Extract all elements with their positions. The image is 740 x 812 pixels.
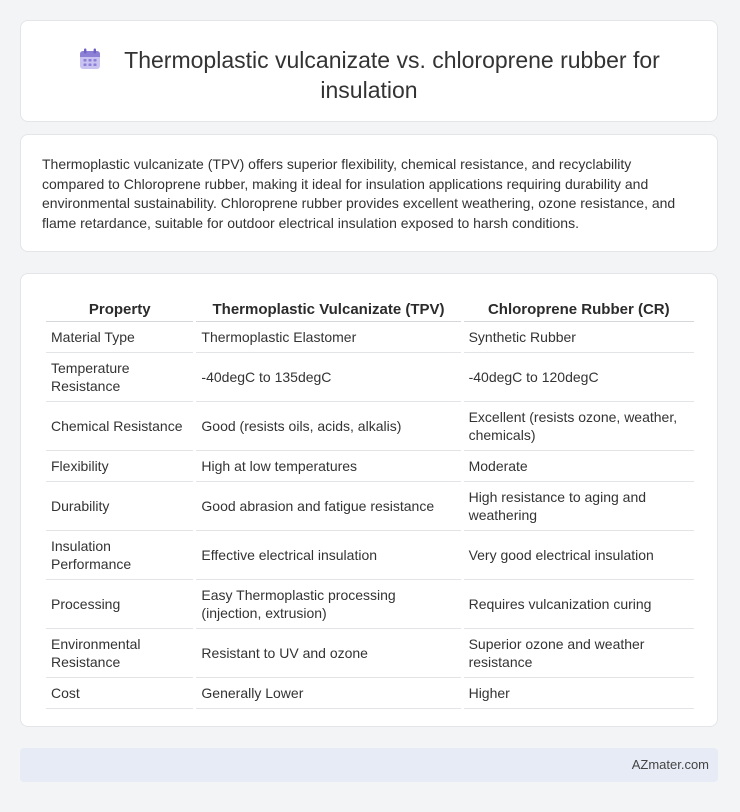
summary-text: Thermoplastic vulcanizate (TPV) offers superior flexibility, chemical resistance, and recyclability compared to Chloroprene rubber, making it ideal for insulation applications requiring durability and environmental sustainability. Chloroprene rubber provides excellent weathering, ozone resistance, and flame retardance, suitable for outdoor electrical insulation exposed to harsh conditions.	[42, 156, 676, 231]
tpv-cell: Generally Lower	[196, 678, 460, 709]
property-cell: Durability	[46, 482, 193, 531]
tpv-cell: Resistant to UV and ozone	[196, 629, 460, 678]
property-cell: Cost	[46, 678, 193, 709]
table-row	[46, 322, 694, 353]
tpv-cell: -40degC to 135degC	[196, 353, 460, 402]
property-cell: Insulation Performance	[46, 531, 193, 580]
cr-cell: Excellent (resists ozone, weather, chemicals)	[464, 402, 694, 451]
tpv-cell: High at low temperatures	[196, 451, 460, 482]
property-cell: Chemical Resistance	[46, 402, 193, 451]
comparison-table-card	[20, 273, 718, 727]
page-title: Thermoplastic vulcanizate vs. chloroprene rubber for insulation	[124, 47, 660, 103]
tpv-cell: Effective electrical insulation	[196, 531, 460, 580]
table-row	[46, 353, 694, 402]
title-card	[20, 20, 718, 122]
cr-cell: Moderate	[464, 451, 694, 482]
footer-brand-link[interactable]: AZmater.com	[631, 757, 709, 772]
cr-cell: Superior ozone and weather resistance	[464, 629, 694, 678]
calendar-icon	[78, 47, 102, 71]
cr-cell: -40degC to 120degC	[464, 353, 694, 402]
table-row	[46, 531, 694, 580]
table-row	[46, 678, 694, 709]
cr-cell: Very good electrical insulation	[464, 531, 694, 580]
cr-cell: Synthetic Rubber	[464, 322, 694, 353]
table-row	[46, 629, 694, 678]
comparison-table	[43, 295, 697, 709]
column-header-property: Property	[46, 295, 193, 322]
property-cell: Flexibility	[46, 451, 193, 482]
summary-card	[20, 134, 718, 252]
column-header-cr: Chloroprene Rubber (CR)	[464, 295, 694, 322]
column-header-tpv: Thermoplastic Vulcanizate (TPV)	[196, 295, 460, 322]
table-header-row	[46, 295, 694, 322]
tpv-cell: Thermoplastic Elastomer	[196, 322, 460, 353]
tpv-cell: Good (resists oils, acids, alkalis)	[196, 402, 460, 451]
table-row	[46, 580, 694, 629]
table-row	[46, 482, 694, 531]
page-title-wrap	[21, 45, 717, 105]
cr-cell: High resistance to aging and weathering	[464, 482, 694, 531]
table-row	[46, 451, 694, 482]
property-cell: Material Type	[46, 322, 193, 353]
property-cell: Processing	[46, 580, 193, 629]
property-cell: Environmental Resistance	[46, 629, 193, 678]
cr-cell: Higher	[464, 678, 694, 709]
table-row	[46, 402, 694, 451]
tpv-cell: Good abrasion and fatigue resistance	[196, 482, 460, 531]
tpv-cell: Easy Thermoplastic processing (injection, extrusion)	[196, 580, 460, 629]
property-cell: Temperature Resistance	[46, 353, 193, 402]
cr-cell: Requires vulcanization curing	[464, 580, 694, 629]
footer-bar	[20, 748, 718, 782]
